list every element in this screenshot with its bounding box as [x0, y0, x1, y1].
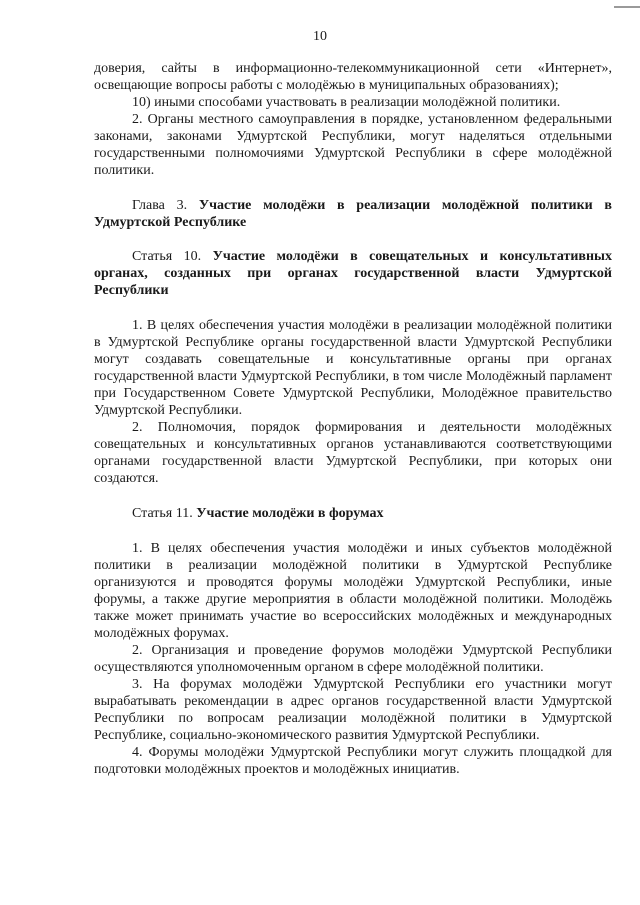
paragraph: 10) иными способами участвовать в реализации молодёжной политики. — [132, 95, 561, 110]
paragraph: 2. Органы местного самоуправления в порядке, установленном федеральными законами, законами Удмуртской Республики, могут наделяться отдельными государственными полномочиями Удмуртской Республики в сфере молодёжной политики. — [94, 112, 612, 178]
section-heading — [94, 197, 612, 231]
spacer — [94, 231, 612, 248]
heading-prefix: Статья 10. — [132, 249, 213, 264]
section-heading — [94, 248, 612, 299]
corner-scan-mark — [614, 0, 640, 8]
page-number: 10 — [313, 29, 327, 44]
heading-prefix: Статья 11. — [132, 506, 197, 521]
heading-title: Участие молодёжи в реализации молодёжной политики в Удмуртской Республике — [94, 198, 612, 230]
section-heading — [94, 505, 612, 522]
spacer — [94, 299, 612, 317]
heading-prefix: Глава 3. — [132, 198, 199, 213]
paragraph: 1. В целях обеспечения участия молодёжи в реализации молодёжной политики в Удмуртской Республике органы государственной власти Удмуртской Республики могут создавать совещательные и консультативные органы при органах государственной власти Удмуртской Республики, в том числе Молодёжный парламент при Государственном Совете Удмуртской Республики, Молодёжное правительство Удмуртской Республики. — [94, 318, 612, 418]
paragraph: 3. На форумах молодёжи Удмуртской Республики его участники могут вырабатывать рекомендации в адрес органов государственной власти Удмуртской Республики по вопросам реализации молодёжной политики в Удмуртской Республике, социально-экономического развития Удмуртской Республики. — [94, 677, 612, 743]
document-body — [94, 60, 612, 778]
paragraph: 4. Форумы молодёжи Удмуртской Республики могут служить площадкой для подготовки молодёжных проектов и молодёжных инициатив. — [94, 745, 612, 777]
spacer — [94, 522, 612, 540]
paragraph: доверия, сайты в информационно-телекоммуникационной сети «Интернет», освещающие вопросы работы с молодёжью в муниципальных образованиях); — [94, 61, 612, 93]
paragraph: 2. Организация и проведение форумов молодёжи Удмуртской Республики осуществляются уполномоченным органом в сфере молодёжной политики. — [94, 643, 612, 675]
paragraph: 1. В целях обеспечения участия молодёжи и иных субъектов молодёжной политики в реализации молодёжной политики в Удмуртской Республике организуются и проводятся форумы молодёжи Удмуртской Республики, иные форумы, а также другие мероприятия в области молодёжной политики. Молодёжь также может принимать участие во всероссийских молодёжных и международных молодёжных форумах. — [94, 541, 612, 641]
spacer — [94, 179, 612, 197]
heading-title: Участие молодёжи в совещательных и консультативных органах, созданных при органах государственной власти Удмуртской Республики — [94, 249, 612, 298]
spacer — [94, 487, 612, 505]
heading-title: Участие молодёжи в форумах — [196, 506, 384, 521]
paragraph: 2. Полномочия, порядок формирования и деятельности молодёжных совещательных и консультативных органов устанавливаются соответствующими органами государственной власти Удмуртской Республики, при которых они создаются. — [94, 420, 612, 486]
